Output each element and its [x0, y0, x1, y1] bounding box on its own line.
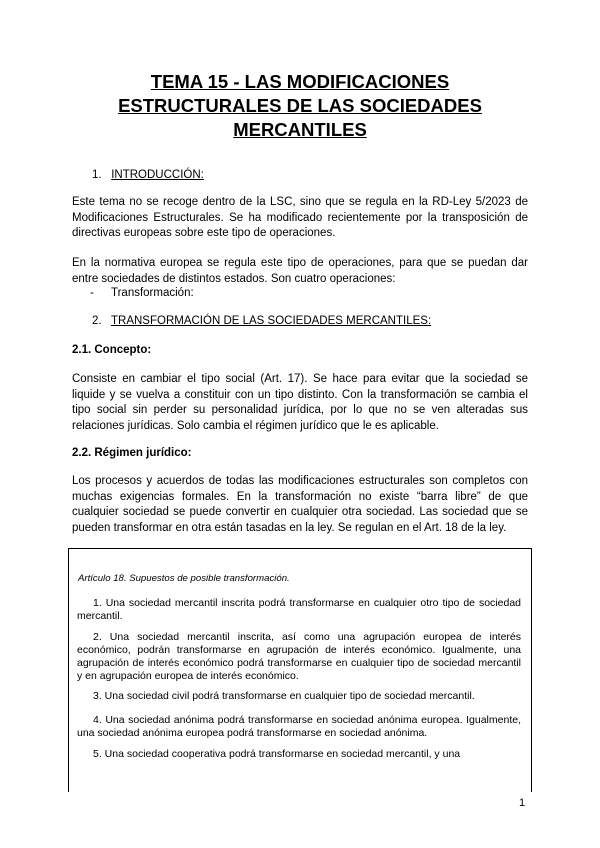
bullet-text: Transformación: [111, 287, 194, 299]
bullet-dash: - [90, 287, 94, 299]
subsection-2-1-title: 2.1. Concepto: [72, 344, 152, 356]
section-1-number: 1. [92, 169, 102, 181]
document-title [72, 70, 528, 142]
section-2-title: TRANSFORMACIÓN DE LAS SOCIEDADES MERCANTILES: [111, 315, 432, 327]
intro-paragraph-2: En la normativa europea se regula este tipo de operaciones, para que se puedan dar entre sociedades de distintos estados. Son cuatro operaciones: [72, 257, 528, 285]
article-18-box [68, 548, 532, 792]
section-1-heading [92, 168, 204, 183]
page-number: 1 [519, 797, 526, 809]
concept-paragraph: Consiste en cambiar el tipo social (Art. 17). Se hace para evitar que la sociedad se liquide y se vuelva a constituir con un tipo distinto. Con la transformación se cambia el tipo social sin perder su personalidad jurídica, por lo que no se ven alteradas sus relaciones jurídicas. Solo cambia el régimen jurídico que le es aplicable. [72, 373, 528, 432]
article-item-4: 4. Una sociedad anónima podrá transformarse en sociedad anónima europea. Igualmente, una sociedad anónima europea podrá transformarse en sociedad anónima. [77, 714, 521, 739]
section-2-number: 2. [92, 315, 102, 327]
article-18-heading: Artículo 18. Supuestos de posible transformación. [78, 573, 290, 584]
title-line-3: MERCANTILES [233, 119, 367, 140]
section-2-heading [92, 314, 431, 329]
legal-regime-paragraph: Los procesos y acuerdos de todas las modificaciones estructurales son completos con muchas exigencias formales. En la transformación no existe “barra libre” de que cualquier sociedad se puede convertir en cualquier otra sociedad. Las sociedad que se pueden transformar en otra están tasadas en la ley. Se regulan en el Art. 18 de la ley. [72, 475, 528, 534]
title-line-2: ESTRUCTURALES DE LAS SOCIEDADES [118, 95, 482, 116]
bullet-item [90, 287, 194, 299]
intro-paragraph-1: Este tema no se recoge dentro de la LSC, sino que se regula en la RD-Ley 5/2023 de Modificaciones Estructurales. Se ha modificado recientemente por la transposición de directivas europeas sobre este tipo de operaciones. [72, 196, 528, 239]
article-item-2: 2. Una sociedad mercantil inscrita, así como una agrupación europea de interés económico, podrán transformarse en agrupación de interés económico. Igualmente, una agrupación de interés económico podrá transformarse en cualquier tipo de sociedad mercantil y en agrupación europea de interés económico. [77, 631, 521, 682]
article-item-1: 1. Una sociedad mercantil inscrita podrá transformarse en cualquier otro tipo de sociedad mercantil. [77, 597, 521, 622]
title-line-1: TEMA 15 - LAS MODIFICACIONES [150, 71, 450, 92]
subsection-2-2-title: 2.2. Régimen jurídico: [72, 447, 192, 459]
article-item-5: 5. Una sociedad cooperativa podrá transformarse en sociedad mercantil, y una [93, 748, 461, 760]
section-1-title: INTRODUCCIÓN: [111, 169, 204, 181]
article-item-3: 3. Una sociedad civil podrá transformarse en cualquier tipo de sociedad mercantil. [93, 690, 475, 702]
